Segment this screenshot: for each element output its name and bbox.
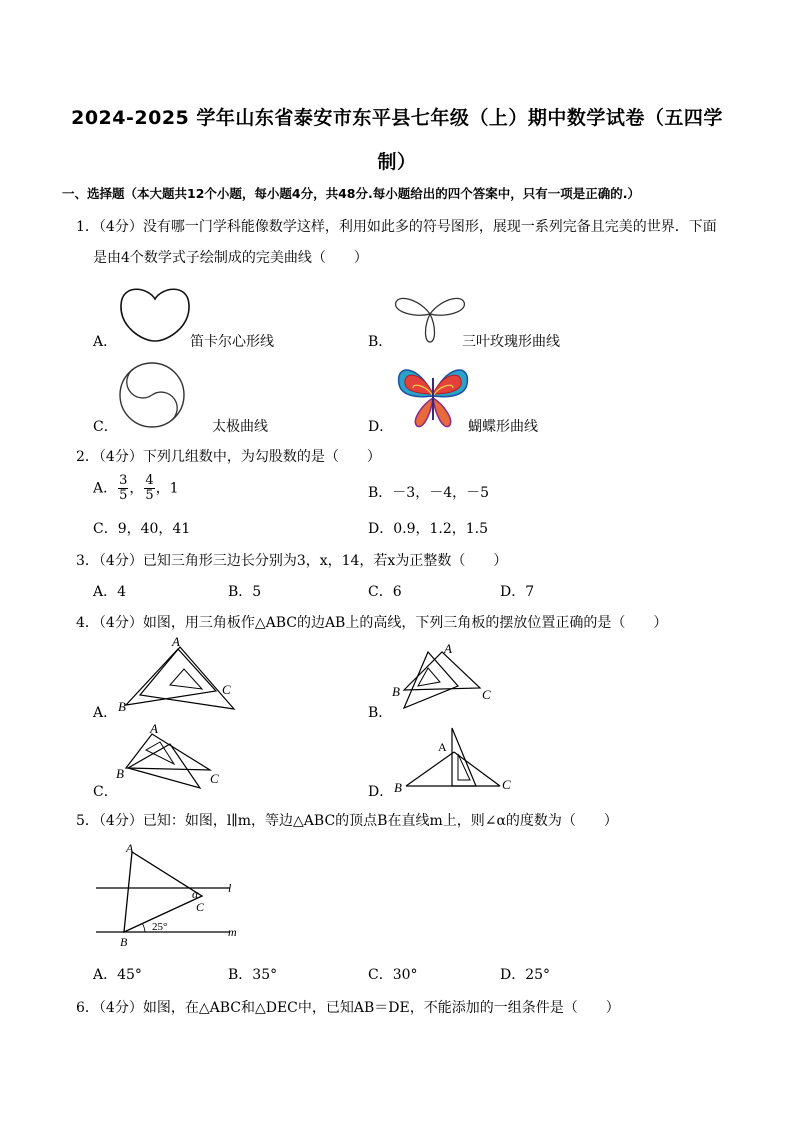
page-title-cont: 制） xyxy=(377,151,417,173)
q5-option-a: A．45° xyxy=(93,967,142,983)
vertex-label-a: A xyxy=(444,641,452,656)
vertex-label-c: C xyxy=(482,687,491,702)
q2-option-c: C．9，40，41 xyxy=(93,521,191,537)
q3-option-c: C．6 xyxy=(368,584,402,600)
q2-option-b: B．－3，－4，－5 xyxy=(368,485,490,501)
q4-figure-c xyxy=(112,718,232,792)
q5-option-c: C．30° xyxy=(368,967,418,983)
question-6-stem: 6．（4分）如图，在△ABC和△DEC中，已知AB＝DE，不能添加的一组条件是（ ） xyxy=(76,1000,620,1016)
q5-option-b: B．35° xyxy=(228,967,278,983)
vertex-label-c: C xyxy=(222,682,231,697)
q2-option-a-letter: A． xyxy=(93,480,118,497)
question-5-stem: 5．（4分）已知：如图，l∥m，等边△ABC的顶点B在直线m上，则∠α的度数为（ ） xyxy=(76,813,618,829)
vertex-label-b: B xyxy=(120,935,128,949)
question-2-stem: 2．（4分）下列几组数中，为勾股数的是（ ） xyxy=(76,449,381,465)
q3-option-a: A．4 xyxy=(93,584,127,600)
vertex-label-c: C xyxy=(196,900,205,914)
q1-option-c-letter: C． xyxy=(93,419,118,435)
line-label-m: m xyxy=(228,925,237,939)
question-3-stem: 3．（4分）已知三角形三边长分别为3，x，14，若x为正整数（ ） xyxy=(76,553,508,569)
q4-figure-d xyxy=(390,726,518,796)
angle-25-label: 25° xyxy=(152,921,168,933)
vertex-label-c: C xyxy=(210,771,219,786)
page-title: 2024-2025 学年山东省泰安市东平县七年级（上）期中数学试卷（五四学 xyxy=(71,107,723,129)
vertex-label-b: B xyxy=(392,684,400,699)
vertex-label-a: A xyxy=(172,634,180,649)
butterfly-curve-image xyxy=(393,360,473,430)
vertex-label-a: A xyxy=(126,841,134,855)
q1-option-d-caption: 蝴蝶形曲线 xyxy=(468,419,538,435)
q4-figure-b xyxy=(388,638,498,714)
q1-option-a-caption: 笛卡尔心形线 xyxy=(190,334,274,350)
q2-option-a: A． $\frac{3}{5}$ ， $\frac{4}{5}$ ，1 xyxy=(93,473,179,503)
vertex-label-b: B xyxy=(118,699,126,714)
section-heading: 一、选择题（本大题共12个小题，每小题4分，共48分.每小题给出的四个答案中，只有一项是正确的.） xyxy=(62,186,640,201)
cardioid-curve-image xyxy=(118,283,192,343)
q1-option-b-caption: 三叶玫瑰形曲线 xyxy=(462,334,560,350)
vertex-label-b: B xyxy=(394,780,402,795)
fraction: $\frac{3}{5}$ xyxy=(119,473,128,503)
q1-option-b-letter: B． xyxy=(368,334,393,350)
q4-figure-a xyxy=(112,633,242,715)
q4-option-c-letter: C． xyxy=(93,784,118,800)
q5-figure xyxy=(90,838,250,954)
question-4-stem: 4．（4分）如图，用三角板作△ABC的边AB上的高线，下列三角板的摆放位置正确的是（ ） xyxy=(76,615,668,631)
three-leaf-rose-image xyxy=(390,280,470,344)
angle-alpha-label: α xyxy=(192,887,199,901)
q1-option-c-caption: 太极曲线 xyxy=(212,419,268,435)
q3-option-d: D．7 xyxy=(500,584,535,600)
q2-option-d: D．0.9，1.2，1.5 xyxy=(368,521,489,537)
q1-option-a-letter: A． xyxy=(93,334,118,350)
taiji-curve-image xyxy=(117,360,187,430)
line-label-l: l xyxy=(228,881,232,895)
q4-option-a-letter: A． xyxy=(93,705,118,721)
q3-option-b: B．5 xyxy=(228,584,262,600)
question-1-stem: 1．（4分）没有哪一门学科能像数学这样，利用如此多的符号图形，展现一系列完备且完美的世界．下面 xyxy=(76,219,717,235)
question-1-stem-cont: 是由4个数学式子绘制成的完美曲线（ ） xyxy=(93,250,368,266)
q1-option-d-letter: D． xyxy=(368,419,394,435)
q4-option-b-letter: B． xyxy=(368,705,393,721)
vertex-label-b: B xyxy=(116,766,124,781)
vertex-label-a: A xyxy=(150,721,158,736)
vertex-label-c: C xyxy=(502,777,511,792)
vertex-label-a: A xyxy=(438,740,447,754)
q5-option-d: D．25° xyxy=(500,967,551,983)
q4-option-d-letter: D． xyxy=(368,784,394,800)
fraction: $\frac{4}{5}$ xyxy=(145,473,154,503)
